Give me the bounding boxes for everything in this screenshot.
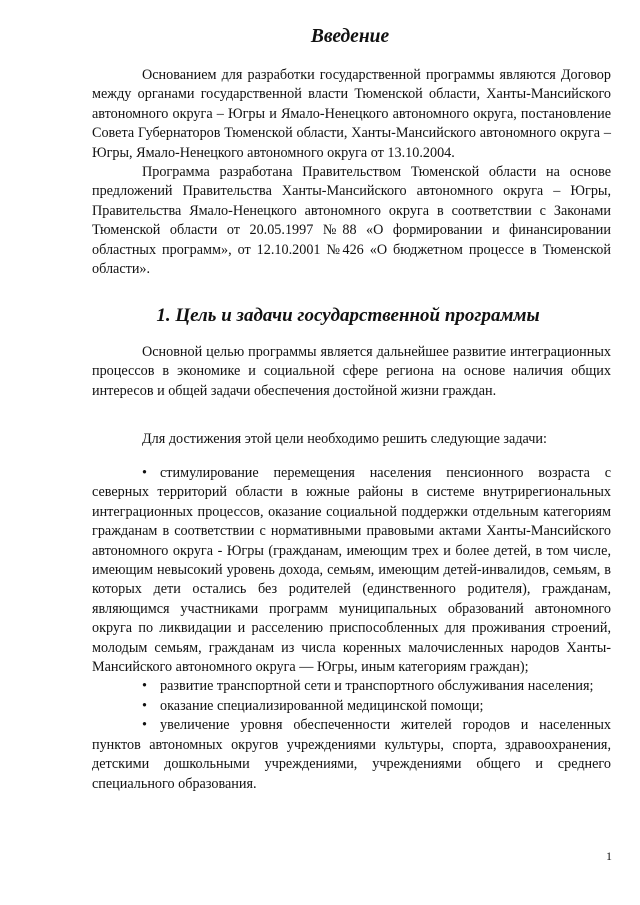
page-number: 1	[606, 849, 612, 863]
task-item: • увеличение уровня обеспеченности жителей городов и населенных пунктов автономных округов учреждениями культуры, спорта, здравоохранения, детскими дошкольными учреждениями, учреждениями общего и среднего специального образования.	[92, 716, 611, 794]
task-item: • оказание специализированной медицинской помощи;	[92, 697, 611, 716]
intro-title: Введение	[310, 26, 390, 47]
task-item: • развитие транспортной сети и транспортного обслуживания населения;	[92, 677, 611, 696]
goal-section	[92, 343, 611, 401]
section-1-title: 1. Цель и задачи государственной программы	[156, 305, 540, 326]
tasks-list	[92, 464, 611, 794]
intro-section	[92, 66, 611, 279]
intro-paragraph-1: Основанием для разработки государственной программы являются Договор между органами государственной власти Тюменской области, Ханты-Мансийского автономного округа – Югры и Ямало-Ненецкого автономного округа, постановление Совета Губернаторов Тюменской области, Ханты-Мансийского автономного округа – Югры, Ямало-Ненецкого автономного округа от 13.10.2004.	[92, 67, 611, 161]
tasks-lead-paragraph: Для достижения этой цели необходимо решить следующие задачи:	[142, 431, 547, 447]
task-item: • стимулирование перемещения населения пенсионного возраста с северных территорий области в южные районы в системе внутрирегиональных интеграционных процессов, оказание социальной поддержки отдельным категориям гражданам в соответствии с нормативными правовыми актами Ханты-Мансийского автономного округа - Югры (гражданам, имеющим трех и более детей, в том числе, имеющим невысокий уровень дохода, семьям, имеющим детей-инвалидов, семьям, в которых дети остались без родителей (единственного родителя), гражданам, являющимся участниками программ муниципальных образований автономного округа по ликвидации и расселению приспособленных для проживания строений, молодым семьям, гражданам из числа коренных малочисленных народов Ханты-Мансийского автономного округа — Югры, иным категориям граждан);	[92, 464, 611, 677]
intro-paragraph-2: Программа разработана Правительством Тюменской области на основе предложений Правительства Ханты-Мансийского автономного округа – Югры, Правительства Ямало-Ненецкого автономного округа в соответствии с Законами Тюменской области от 20.05.1997 №88 «О формировании и финансировании областных программ», от 12.10.2001 №426 «О бюджетном процессе в Тюменской области».	[92, 164, 611, 278]
tasks-lead-section	[92, 430, 611, 449]
goal-paragraph: Основной целью программы является дальнейшее развитие интеграционных процессов в экономике и социальной сфере региона на основе наличия общих интересов и общей задачи обеспечения достойной жизни граждан.	[92, 344, 611, 399]
